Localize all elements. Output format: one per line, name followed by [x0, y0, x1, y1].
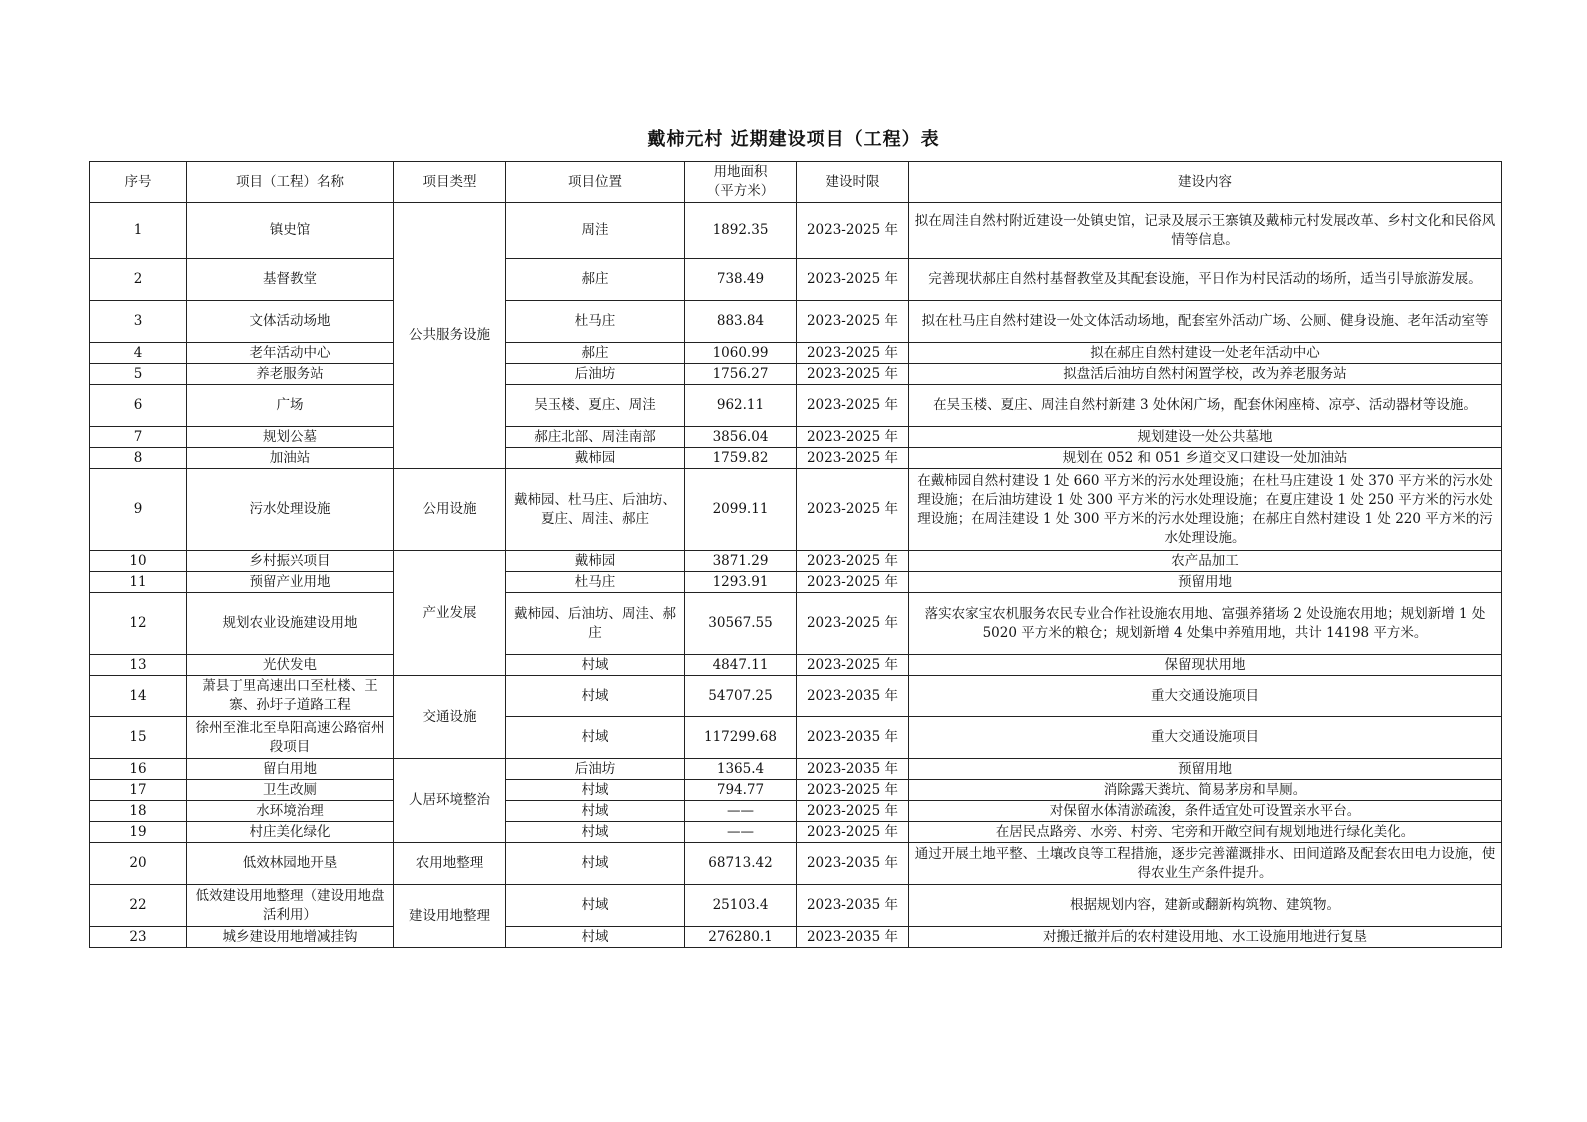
row-no: 22: [90, 885, 187, 927]
row-area: 794.77: [685, 780, 797, 801]
row-no: 5: [90, 364, 187, 385]
table-row: [90, 801, 1502, 822]
row-content: 规划在 052 和 051 乡道交叉口建设一处加油站: [909, 448, 1502, 469]
row-period: 2023-2025 年: [797, 593, 909, 655]
header-content: 建设内容: [909, 162, 1502, 203]
row-no: 23: [90, 927, 187, 948]
table-row: [90, 572, 1502, 593]
row-name: 乡村振兴项目: [187, 551, 394, 572]
row-location: 村域: [506, 927, 685, 948]
row-location: 戴柿园: [506, 448, 685, 469]
row-no: 18: [90, 801, 187, 822]
row-content: 重大交通设施项目: [909, 717, 1502, 759]
row-period: 2023-2025 年: [797, 427, 909, 448]
row-no: 20: [90, 843, 187, 885]
type-cell: 农用地整理: [394, 843, 506, 885]
row-name: 低效建设用地整理（建设用地盘活利用）: [187, 885, 394, 927]
row-name: 预留产业用地: [187, 572, 394, 593]
row-content: 消除露天粪坑、简易茅房和旱厕。: [909, 780, 1502, 801]
row-no: 4: [90, 343, 187, 364]
row-name: 村庄美化绿化: [187, 822, 394, 843]
row-name: 萧县丁里高速出口至杜楼、王寨、孙圩子道路工程: [187, 676, 394, 717]
row-period: 2023-2025 年: [797, 801, 909, 822]
type-cell: 交通设施: [394, 676, 506, 759]
table-row: [90, 759, 1502, 780]
table-row: [90, 301, 1502, 343]
row-location: 村域: [506, 676, 685, 717]
header-type: 项目类型: [394, 162, 506, 203]
row-name: 水环境治理: [187, 801, 394, 822]
row-period: 2023-2025 年: [797, 203, 909, 259]
type-cell: 公用设施: [394, 469, 506, 551]
row-period: 2023-2035 年: [797, 717, 909, 759]
table-row: [90, 822, 1502, 843]
row-location: 村域: [506, 822, 685, 843]
row-location: 村域: [506, 780, 685, 801]
row-name: 广场: [187, 385, 394, 427]
table-row: [90, 655, 1502, 676]
row-no: 2: [90, 259, 187, 301]
row-name: 加油站: [187, 448, 394, 469]
row-location: 后油坊: [506, 759, 685, 780]
row-area: 1759.82: [685, 448, 797, 469]
row-content: 拟在郝庄自然村建设一处老年活动中心: [909, 343, 1502, 364]
row-no: 9: [90, 469, 187, 551]
row-period: 2023-2025 年: [797, 343, 909, 364]
project-table: [89, 161, 1502, 948]
row-content: 预留用地: [909, 759, 1502, 780]
row-area: 1293.91: [685, 572, 797, 593]
type-cell: 建设用地整理: [394, 885, 506, 948]
row-content: 拟在周洼自然村附近建设一处镇史馆，记录及展示王寨镇及戴柿元村发展改革、乡村文化和民俗风情等信息。: [909, 203, 1502, 259]
table-row: [90, 203, 1502, 259]
row-area: ——: [685, 822, 797, 843]
row-area: 738.49: [685, 259, 797, 301]
row-location: 杜马庄: [506, 572, 685, 593]
row-no: 8: [90, 448, 187, 469]
row-location: 戴柿园、后油坊、周洼、郝庄: [506, 593, 685, 655]
table-row: [90, 343, 1502, 364]
row-name: 养老服务站: [187, 364, 394, 385]
table-row: [90, 551, 1502, 572]
type-cell: 产业发展: [394, 551, 506, 676]
row-area: 54707.25: [685, 676, 797, 717]
header-name: 项目（工程）名称: [187, 162, 394, 203]
row-period: 2023-2025 年: [797, 551, 909, 572]
row-content: 在吴玉楼、夏庄、周洼自然村新建 3 处休闲广场，配套休闲座椅、凉亭、活动器材等设施。: [909, 385, 1502, 427]
row-area: 3871.29: [685, 551, 797, 572]
row-period: 2023-2025 年: [797, 301, 909, 343]
row-period: 2023-2035 年: [797, 759, 909, 780]
row-area: 117299.68: [685, 717, 797, 759]
row-no: 10: [90, 551, 187, 572]
row-no: 7: [90, 427, 187, 448]
row-area: 68713.42: [685, 843, 797, 885]
row-location: 村域: [506, 655, 685, 676]
page-title: 戴柿元村 近期建设项目（工程）表: [647, 129, 940, 150]
row-period: 2023-2025 年: [797, 259, 909, 301]
row-no: 19: [90, 822, 187, 843]
row-period: 2023-2025 年: [797, 655, 909, 676]
row-location: 周洼: [506, 203, 685, 259]
row-area: 1892.35: [685, 203, 797, 259]
row-name: 城乡建设用地增减挂钩: [187, 927, 394, 948]
row-name: 光伏发电: [187, 655, 394, 676]
header-no: 序号: [90, 162, 187, 203]
row-no: 3: [90, 301, 187, 343]
row-content: 拟在杜马庄自然村建设一处文体活动场地，配套室外活动广场、公厕、健身设施、老年活动室等: [909, 301, 1502, 343]
row-content: 预留用地: [909, 572, 1502, 593]
row-area: 1756.27: [685, 364, 797, 385]
row-content: 对搬迁撤并后的农村建设用地、水工设施用地进行复垦: [909, 927, 1502, 948]
row-no: 17: [90, 780, 187, 801]
header-row: [90, 162, 1502, 203]
row-location: 杜马庄: [506, 301, 685, 343]
row-period: 2023-2025 年: [797, 469, 909, 551]
row-location: 郝庄: [506, 259, 685, 301]
row-period: 2023-2035 年: [797, 676, 909, 717]
table-row: [90, 927, 1502, 948]
row-name: 污水处理设施: [187, 469, 394, 551]
row-area: 4847.11: [685, 655, 797, 676]
row-location: 村域: [506, 885, 685, 927]
table-row: [90, 676, 1502, 717]
row-no: 1: [90, 203, 187, 259]
header-location: 项目位置: [506, 162, 685, 203]
row-area: ——: [685, 801, 797, 822]
row-period: 2023-2025 年: [797, 572, 909, 593]
row-content: 重大交通设施项目: [909, 676, 1502, 717]
row-location: 戴柿园、杜马庄、后油坊、夏庄、周洼、郝庄: [506, 469, 685, 551]
row-location: 村域: [506, 717, 685, 759]
row-period: 2023-2035 年: [797, 927, 909, 948]
row-content: 落实农家宝农机服务农民专业合作社设施农用地、富强养猪场 2 处设施农用地；规划新增 1 处 5020 平方米的粮仓；规划新增 4 处集中养殖用地，共计 14198 平方米。: [909, 593, 1502, 655]
row-location: 村域: [506, 801, 685, 822]
table-row: [90, 885, 1502, 927]
row-area: 962.11: [685, 385, 797, 427]
row-no: 16: [90, 759, 187, 780]
row-name: 镇史馆: [187, 203, 394, 259]
row-name: 规划公墓: [187, 427, 394, 448]
row-location: 后油坊: [506, 364, 685, 385]
row-name: 卫生改厕: [187, 780, 394, 801]
row-location: 村域: [506, 843, 685, 885]
row-area: 2099.11: [685, 469, 797, 551]
row-content: 在居民点路旁、水旁、村旁、宅旁和开敞空间有规划地进行绿化美化。: [909, 822, 1502, 843]
table-row: [90, 427, 1502, 448]
table-row: [90, 448, 1502, 469]
type-cell: 公共服务设施: [394, 203, 506, 469]
type-cell: 人居环境整治: [394, 759, 506, 843]
row-area: 30567.55: [685, 593, 797, 655]
table-row: [90, 364, 1502, 385]
row-location: 郝庄北部、周洼南部: [506, 427, 685, 448]
row-area: 883.84: [685, 301, 797, 343]
row-no: 6: [90, 385, 187, 427]
row-no: 11: [90, 572, 187, 593]
row-content: 拟盘活后油坊自然村闲置学校，改为养老服务站: [909, 364, 1502, 385]
row-no: 13: [90, 655, 187, 676]
row-area: 1060.99: [685, 343, 797, 364]
row-content: 完善现状郝庄自然村基督教堂及其配套设施，平日作为村民活动的场所，适当引导旅游发展。: [909, 259, 1502, 301]
row-location: 郝庄: [506, 343, 685, 364]
table-row: [90, 843, 1502, 885]
row-content: 在戴柿园自然村建设 1 处 660 平方米的污水处理设施；在杜马庄建设 1 处 370 平方米的污水处理设施；在后油坊建设 1 处 300 平方米的污水处理设施；在夏庄建设 1 处 250 平方米的污水处理设施；在周洼建设 1 处 300 平方米的污水处理设施；在郝庄自然村建设 1 处 220 平方米的污水处理设施。: [909, 469, 1502, 551]
row-location: 戴柿园: [506, 551, 685, 572]
row-period: 2023-2025 年: [797, 822, 909, 843]
row-name: 文体活动场地: [187, 301, 394, 343]
row-no: 15: [90, 717, 187, 759]
table-row: [90, 469, 1502, 551]
row-name: 基督教堂: [187, 259, 394, 301]
row-location: 吴玉楼、夏庄、周洼: [506, 385, 685, 427]
row-content: 根据规划内容，建新或翻新构筑物、建筑物。: [909, 885, 1502, 927]
row-area: 276280.1: [685, 927, 797, 948]
row-name: 低效林园地开垦: [187, 843, 394, 885]
row-period: 2023-2035 年: [797, 885, 909, 927]
row-period: 2023-2035 年: [797, 843, 909, 885]
row-name: 老年活动中心: [187, 343, 394, 364]
row-name: 留白用地: [187, 759, 394, 780]
row-name: 徐州至淮北至阜阳高速公路宿州段项目: [187, 717, 394, 759]
table-row: [90, 593, 1502, 655]
row-content: 农产品加工: [909, 551, 1502, 572]
row-area: 25103.4: [685, 885, 797, 927]
row-period: 2023-2025 年: [797, 780, 909, 801]
table-row: [90, 717, 1502, 759]
row-period: 2023-2025 年: [797, 448, 909, 469]
row-area: 3856.04: [685, 427, 797, 448]
row-name: 规划农业设施建设用地: [187, 593, 394, 655]
row-content: 对保留水体清淤疏浚，条件适宜处可设置亲水平台。: [909, 801, 1502, 822]
header-area: 用地面积（平方米）: [685, 162, 797, 203]
table-row: [90, 259, 1502, 301]
row-content: 通过开展土地平整、土壤改良等工程措施，逐步完善灌溉排水、田间道路及配套农田电力设施，使得农业生产条件提升。: [909, 843, 1502, 885]
row-no: 12: [90, 593, 187, 655]
table-row: [90, 780, 1502, 801]
row-content: 保留现状用地: [909, 655, 1502, 676]
row-period: 2023-2025 年: [797, 364, 909, 385]
row-area: 1365.4: [685, 759, 797, 780]
table-row: [90, 385, 1502, 427]
row-content: 规划建设一处公共墓地: [909, 427, 1502, 448]
header-period: 建设时限: [797, 162, 909, 203]
row-period: 2023-2025 年: [797, 385, 909, 427]
row-no: 14: [90, 676, 187, 717]
